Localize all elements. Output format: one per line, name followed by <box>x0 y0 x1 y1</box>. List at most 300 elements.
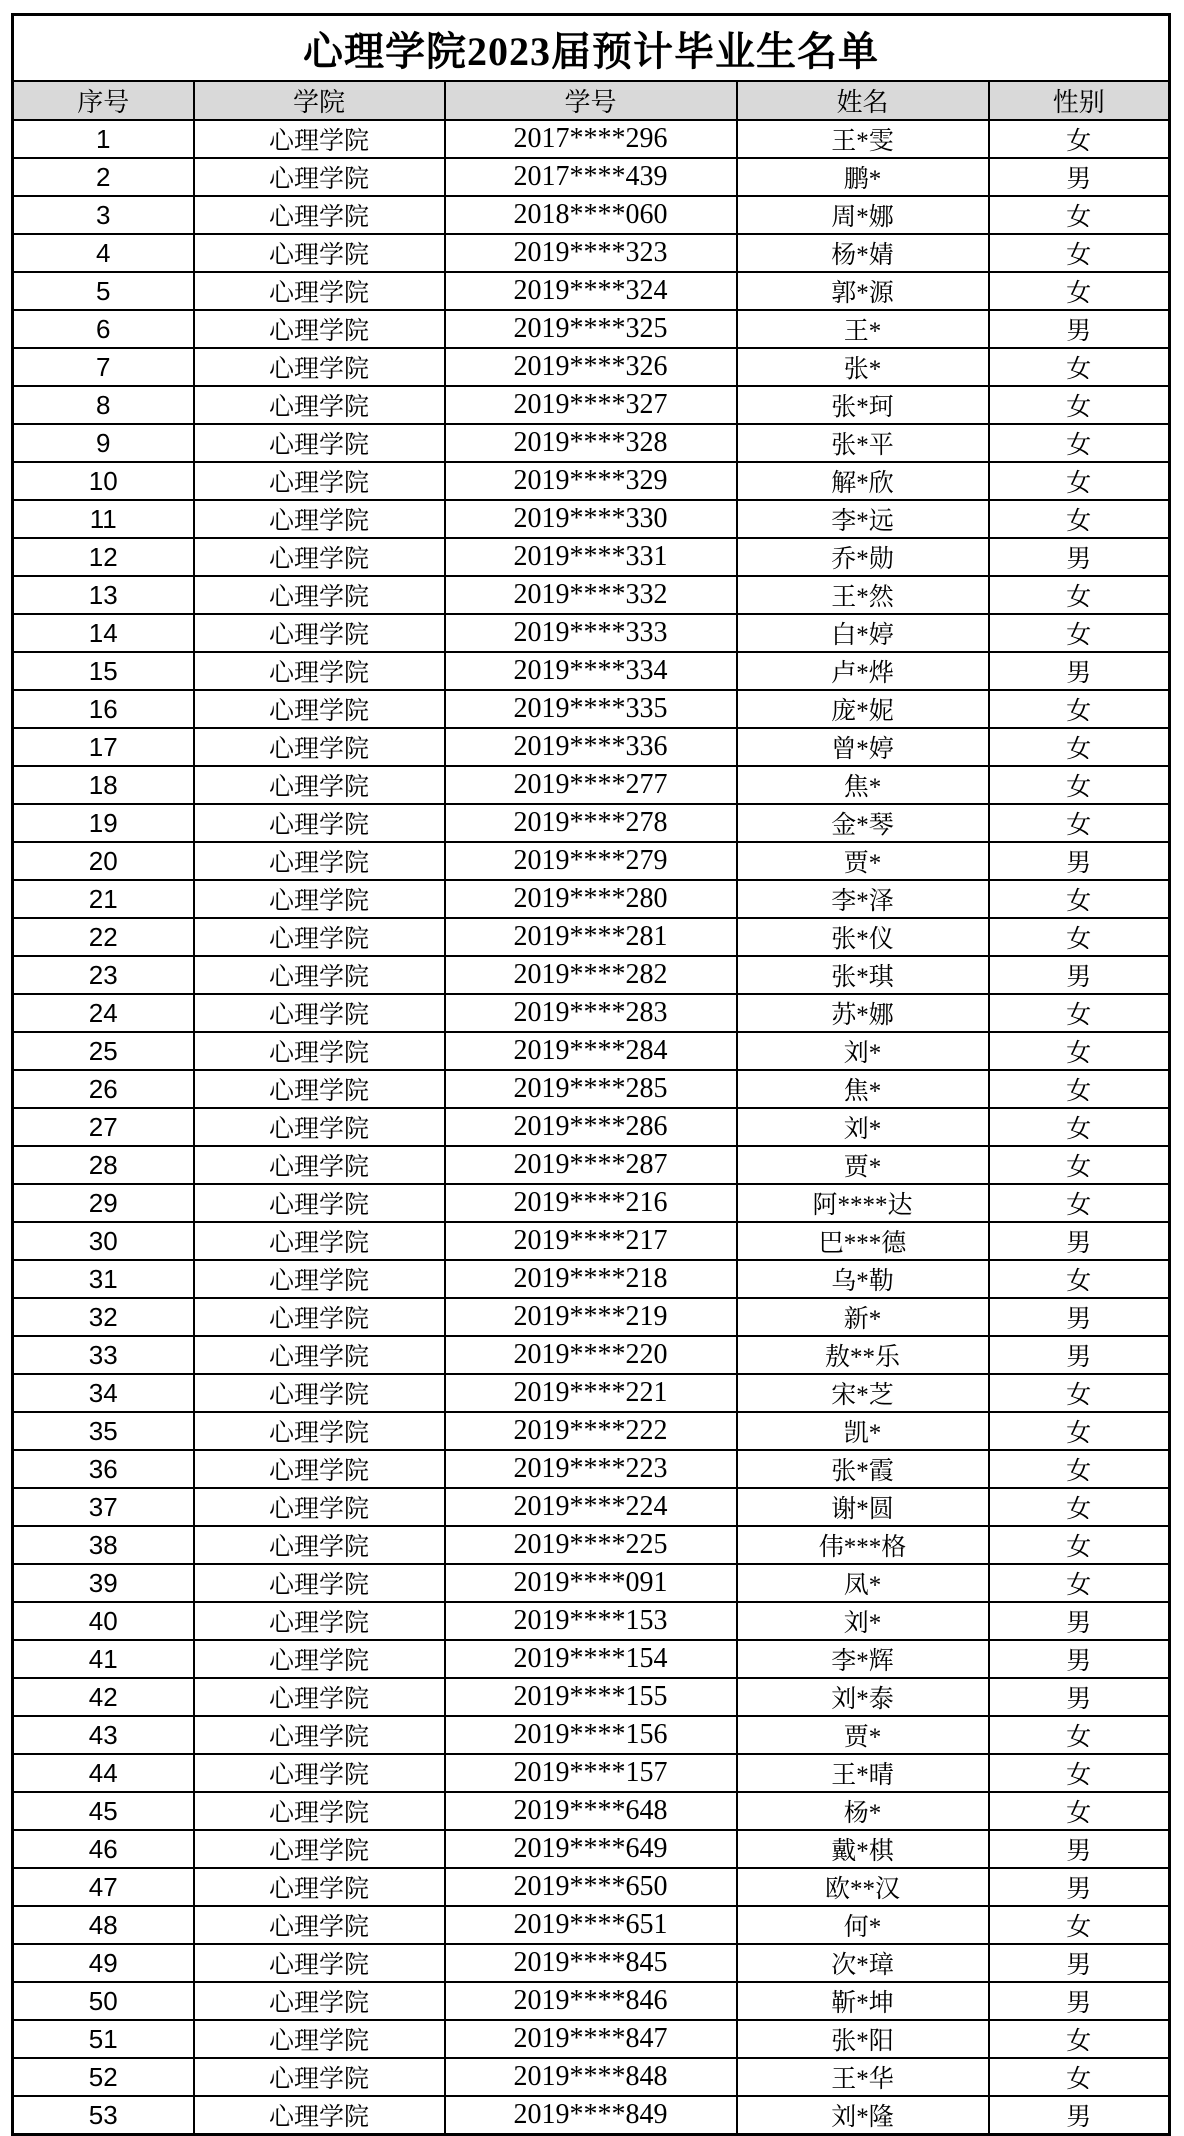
cell-student-id: 2019****224 <box>445 1488 737 1526</box>
cell-college: 心理学院 <box>194 462 445 500</box>
cell-index: 39 <box>13 1564 194 1602</box>
cell-name: 王* <box>737 310 989 348</box>
table-row <box>13 1032 1170 1070</box>
cell-gender: 女 <box>989 804 1170 842</box>
cell-name: 新* <box>737 1298 989 1336</box>
cell-name: 张*平 <box>737 424 989 462</box>
cell-student-id: 2019****331 <box>445 538 737 576</box>
cell-college: 心理学院 <box>194 1450 445 1488</box>
table-row <box>13 1982 1170 2020</box>
cell-index: 47 <box>13 1868 194 1906</box>
cell-college: 心理学院 <box>194 1830 445 1868</box>
cell-index: 4 <box>13 234 194 272</box>
cell-gender: 男 <box>989 842 1170 880</box>
table-row <box>13 2020 1170 2058</box>
table-row <box>13 386 1170 424</box>
cell-college: 心理学院 <box>194 918 445 956</box>
table-row <box>13 652 1170 690</box>
cell-name: 鹏* <box>737 158 989 196</box>
cell-student-id: 2019****091 <box>445 1564 737 1602</box>
table-row <box>13 994 1170 1032</box>
cell-college: 心理学院 <box>194 1108 445 1146</box>
cell-college: 心理学院 <box>194 1678 445 1716</box>
cell-name: 张*珂 <box>737 386 989 424</box>
cell-name: 王*雯 <box>737 120 989 158</box>
cell-name: 凤* <box>737 1564 989 1602</box>
table-row <box>13 1450 1170 1488</box>
cell-gender: 女 <box>989 424 1170 462</box>
cell-gender: 女 <box>989 1108 1170 1146</box>
column-header-index: 序号 <box>13 81 194 120</box>
cell-college: 心理学院 <box>194 500 445 538</box>
cell-gender: 男 <box>989 1944 1170 1982</box>
cell-college: 心理学院 <box>194 1640 445 1678</box>
cell-name: 王*然 <box>737 576 989 614</box>
cell-name: 乔*勋 <box>737 538 989 576</box>
cell-college: 心理学院 <box>194 1944 445 1982</box>
cell-college: 心理学院 <box>194 1906 445 1944</box>
cell-student-id: 2019****225 <box>445 1526 737 1564</box>
cell-college: 心理学院 <box>194 1070 445 1108</box>
cell-college: 心理学院 <box>194 1564 445 1602</box>
cell-gender: 女 <box>989 614 1170 652</box>
table-row <box>13 158 1170 196</box>
cell-name: 欧**汉 <box>737 1868 989 1906</box>
cell-index: 50 <box>13 1982 194 2020</box>
cell-college: 心理学院 <box>194 538 445 576</box>
cell-index: 12 <box>13 538 194 576</box>
cell-college: 心理学院 <box>194 386 445 424</box>
cell-college: 心理学院 <box>194 1412 445 1450</box>
cell-gender: 女 <box>989 918 1170 956</box>
cell-name: 李*辉 <box>737 1640 989 1678</box>
cell-college: 心理学院 <box>194 348 445 386</box>
cell-name: 苏*娜 <box>737 994 989 1032</box>
cell-name: 伟***格 <box>737 1526 989 1564</box>
table-row <box>13 1640 1170 1678</box>
cell-gender: 男 <box>989 1602 1170 1640</box>
cell-gender: 女 <box>989 386 1170 424</box>
cell-student-id: 2019****223 <box>445 1450 737 1488</box>
cell-name: 刘* <box>737 1032 989 1070</box>
cell-gender: 男 <box>989 1336 1170 1374</box>
cell-name: 庞*妮 <box>737 690 989 728</box>
cell-college: 心理学院 <box>194 1602 445 1640</box>
cell-college: 心理学院 <box>194 196 445 234</box>
cell-index: 24 <box>13 994 194 1032</box>
table-row <box>13 728 1170 766</box>
column-header-student-id: 学号 <box>445 81 737 120</box>
cell-college: 心理学院 <box>194 728 445 766</box>
cell-college: 心理学院 <box>194 1146 445 1184</box>
cell-college: 心理学院 <box>194 272 445 310</box>
cell-index: 7 <box>13 348 194 386</box>
cell-gender: 女 <box>989 690 1170 728</box>
cell-index: 25 <box>13 1032 194 1070</box>
cell-name: 周*娜 <box>737 196 989 234</box>
cell-gender: 女 <box>989 1716 1170 1754</box>
cell-index: 1 <box>13 120 194 158</box>
cell-college: 心理学院 <box>194 424 445 462</box>
cell-name: 金*琴 <box>737 804 989 842</box>
table-row <box>13 1830 1170 1868</box>
table-body <box>13 120 1170 2135</box>
table-row <box>13 1792 1170 1830</box>
cell-index: 20 <box>13 842 194 880</box>
table-row <box>13 842 1170 880</box>
cell-index: 15 <box>13 652 194 690</box>
table-row <box>13 500 1170 538</box>
table-row <box>13 1564 1170 1602</box>
cell-index: 40 <box>13 1602 194 1640</box>
cell-name: 刘* <box>737 1108 989 1146</box>
cell-gender: 女 <box>989 1906 1170 1944</box>
cell-college: 心理学院 <box>194 690 445 728</box>
cell-college: 心理学院 <box>194 310 445 348</box>
cell-index: 14 <box>13 614 194 652</box>
cell-student-id: 2019****282 <box>445 956 737 994</box>
cell-index: 45 <box>13 1792 194 1830</box>
cell-name: 贾* <box>737 1146 989 1184</box>
cell-student-id: 2019****153 <box>445 1602 737 1640</box>
table-row <box>13 2096 1170 2135</box>
cell-student-id: 2019****278 <box>445 804 737 842</box>
cell-college: 心理学院 <box>194 1260 445 1298</box>
cell-name: 靳*坤 <box>737 1982 989 2020</box>
cell-name: 戴*棋 <box>737 1830 989 1868</box>
cell-name: 凯* <box>737 1412 989 1450</box>
cell-index: 52 <box>13 2058 194 2096</box>
cell-student-id: 2019****332 <box>445 576 737 614</box>
table-row <box>13 196 1170 234</box>
cell-gender: 女 <box>989 1564 1170 1602</box>
table-row <box>13 614 1170 652</box>
cell-gender: 女 <box>989 196 1170 234</box>
cell-college: 心理学院 <box>194 804 445 842</box>
cell-college: 心理学院 <box>194 842 445 880</box>
table-row <box>13 1298 1170 1336</box>
cell-college: 心理学院 <box>194 1336 445 1374</box>
cell-name: 乌*勒 <box>737 1260 989 1298</box>
cell-name: 白*婷 <box>737 614 989 652</box>
cell-college: 心理学院 <box>194 652 445 690</box>
cell-index: 2 <box>13 158 194 196</box>
cell-student-id: 2019****156 <box>445 1716 737 1754</box>
cell-student-id: 2019****335 <box>445 690 737 728</box>
cell-gender: 女 <box>989 348 1170 386</box>
cell-name: 刘*隆 <box>737 2096 989 2135</box>
cell-college: 心理学院 <box>194 766 445 804</box>
table-row <box>13 1754 1170 1792</box>
cell-name: 谢*圆 <box>737 1488 989 1526</box>
cell-student-id: 2019****219 <box>445 1298 737 1336</box>
cell-gender: 女 <box>989 1488 1170 1526</box>
cell-index: 9 <box>13 424 194 462</box>
table-row <box>13 1184 1170 1222</box>
page-title: 心理学院2023届预计毕业生名单 <box>13 15 1170 82</box>
cell-name: 杨*婧 <box>737 234 989 272</box>
cell-name: 敖**乐 <box>737 1336 989 1374</box>
cell-gender: 女 <box>989 1526 1170 1564</box>
cell-college: 心理学院 <box>194 1526 445 1564</box>
cell-name: 解*欣 <box>737 462 989 500</box>
table-row <box>13 1488 1170 1526</box>
cell-name: 张*阳 <box>737 2020 989 2058</box>
cell-index: 13 <box>13 576 194 614</box>
cell-gender: 男 <box>989 1222 1170 1260</box>
table-row <box>13 1602 1170 1640</box>
cell-gender: 女 <box>989 1374 1170 1412</box>
cell-student-id: 2019****333 <box>445 614 737 652</box>
cell-name: 刘*泰 <box>737 1678 989 1716</box>
cell-gender: 女 <box>989 234 1170 272</box>
cell-student-id: 2019****280 <box>445 880 737 918</box>
cell-student-id: 2019****848 <box>445 2058 737 2096</box>
cell-gender: 男 <box>989 1868 1170 1906</box>
cell-college: 心理学院 <box>194 576 445 614</box>
cell-gender: 男 <box>989 2096 1170 2135</box>
cell-index: 33 <box>13 1336 194 1374</box>
cell-index: 8 <box>13 386 194 424</box>
cell-index: 30 <box>13 1222 194 1260</box>
cell-college: 心理学院 <box>194 1032 445 1070</box>
table-row <box>13 310 1170 348</box>
cell-student-id: 2019****157 <box>445 1754 737 1792</box>
cell-college: 心理学院 <box>194 1184 445 1222</box>
cell-index: 11 <box>13 500 194 538</box>
cell-student-id: 2019****279 <box>445 842 737 880</box>
cell-gender: 女 <box>989 994 1170 1032</box>
cell-name: 宋*芝 <box>737 1374 989 1412</box>
cell-gender: 男 <box>989 158 1170 196</box>
cell-index: 37 <box>13 1488 194 1526</box>
cell-index: 27 <box>13 1108 194 1146</box>
cell-student-id: 2019****283 <box>445 994 737 1032</box>
cell-index: 3 <box>13 196 194 234</box>
cell-index: 44 <box>13 1754 194 1792</box>
table-row <box>13 1108 1170 1146</box>
cell-index: 48 <box>13 1906 194 1944</box>
cell-gender: 女 <box>989 1146 1170 1184</box>
cell-index: 16 <box>13 690 194 728</box>
cell-index: 46 <box>13 1830 194 1868</box>
cell-index: 34 <box>13 1374 194 1412</box>
cell-index: 51 <box>13 2020 194 2058</box>
cell-index: 53 <box>13 2096 194 2135</box>
cell-college: 心理学院 <box>194 158 445 196</box>
cell-name: 张* <box>737 348 989 386</box>
cell-student-id: 2019****648 <box>445 1792 737 1830</box>
cell-student-id: 2019****336 <box>445 728 737 766</box>
cell-index: 10 <box>13 462 194 500</box>
cell-student-id: 2019****649 <box>445 1830 737 1868</box>
cell-college: 心理学院 <box>194 1982 445 2020</box>
cell-index: 29 <box>13 1184 194 1222</box>
table-row <box>13 272 1170 310</box>
cell-index: 5 <box>13 272 194 310</box>
cell-student-id: 2019****849 <box>445 2096 737 2135</box>
cell-gender: 男 <box>989 538 1170 576</box>
table-row <box>13 1336 1170 1374</box>
table-row <box>13 120 1170 158</box>
cell-college: 心理学院 <box>194 1792 445 1830</box>
cell-college: 心理学院 <box>194 2096 445 2135</box>
column-header-row <box>13 81 1170 120</box>
cell-student-id: 2017****296 <box>445 120 737 158</box>
cell-gender: 男 <box>989 652 1170 690</box>
table-row <box>13 918 1170 956</box>
cell-college: 心理学院 <box>194 1374 445 1412</box>
cell-name: 焦* <box>737 1070 989 1108</box>
cell-name: 阿****达 <box>737 1184 989 1222</box>
column-header-college: 学院 <box>194 81 445 120</box>
title-row <box>13 15 1170 82</box>
table-row <box>13 576 1170 614</box>
table-row <box>13 538 1170 576</box>
cell-name: 次*璋 <box>737 1944 989 1982</box>
cell-student-id: 2018****060 <box>445 196 737 234</box>
cell-gender: 女 <box>989 1754 1170 1792</box>
cell-name: 曾*婷 <box>737 728 989 766</box>
cell-student-id: 2019****281 <box>445 918 737 956</box>
cell-student-id: 2019****284 <box>445 1032 737 1070</box>
table-row <box>13 1906 1170 1944</box>
cell-student-id: 2019****328 <box>445 424 737 462</box>
cell-college: 心理学院 <box>194 1868 445 1906</box>
table-row <box>13 348 1170 386</box>
cell-index: 6 <box>13 310 194 348</box>
cell-college: 心理学院 <box>194 994 445 1032</box>
cell-gender: 女 <box>989 880 1170 918</box>
cell-gender: 女 <box>989 2058 1170 2096</box>
cell-student-id: 2019****327 <box>445 386 737 424</box>
table-row <box>13 2058 1170 2096</box>
cell-index: 21 <box>13 880 194 918</box>
table-row <box>13 1678 1170 1716</box>
cell-index: 35 <box>13 1412 194 1450</box>
graduate-list-sheet <box>11 13 1168 2136</box>
cell-student-id: 2019****334 <box>445 652 737 690</box>
cell-name: 卢*烨 <box>737 652 989 690</box>
cell-gender: 女 <box>989 1070 1170 1108</box>
cell-student-id: 2019****155 <box>445 1678 737 1716</box>
cell-student-id: 2019****285 <box>445 1070 737 1108</box>
cell-student-id: 2019****277 <box>445 766 737 804</box>
cell-gender: 女 <box>989 1260 1170 1298</box>
cell-index: 43 <box>13 1716 194 1754</box>
cell-college: 心理学院 <box>194 234 445 272</box>
cell-gender: 女 <box>989 120 1170 158</box>
cell-gender: 男 <box>989 1830 1170 1868</box>
cell-college: 心理学院 <box>194 1716 445 1754</box>
cell-index: 49 <box>13 1944 194 1982</box>
cell-student-id: 2019****847 <box>445 2020 737 2058</box>
cell-name: 张*琪 <box>737 956 989 994</box>
column-header-name: 姓名 <box>737 81 989 120</box>
table-row <box>13 1374 1170 1412</box>
cell-student-id: 2019****154 <box>445 1640 737 1678</box>
table-row <box>13 1412 1170 1450</box>
cell-gender: 女 <box>989 576 1170 614</box>
cell-gender: 男 <box>989 1982 1170 2020</box>
cell-index: 28 <box>13 1146 194 1184</box>
table-row <box>13 1070 1170 1108</box>
cell-index: 18 <box>13 766 194 804</box>
table-row <box>13 1716 1170 1754</box>
cell-gender: 女 <box>989 1450 1170 1488</box>
cell-gender: 女 <box>989 272 1170 310</box>
table-row <box>13 1526 1170 1564</box>
cell-gender: 男 <box>989 1640 1170 1678</box>
table-row <box>13 766 1170 804</box>
graduate-table <box>11 13 1171 2136</box>
cell-gender: 女 <box>989 1184 1170 1222</box>
cell-index: 26 <box>13 1070 194 1108</box>
cell-student-id: 2019****846 <box>445 1982 737 2020</box>
cell-student-id: 2019****287 <box>445 1146 737 1184</box>
cell-college: 心理学院 <box>194 1754 445 1792</box>
cell-name: 王*晴 <box>737 1754 989 1792</box>
cell-name: 李*远 <box>737 500 989 538</box>
cell-college: 心理学院 <box>194 1488 445 1526</box>
cell-college: 心理学院 <box>194 614 445 652</box>
cell-gender: 女 <box>989 2020 1170 2058</box>
cell-college: 心理学院 <box>194 2058 445 2096</box>
cell-gender: 女 <box>989 462 1170 500</box>
cell-name: 巴***德 <box>737 1222 989 1260</box>
table-row <box>13 690 1170 728</box>
cell-college: 心理学院 <box>194 2020 445 2058</box>
cell-index: 38 <box>13 1526 194 1564</box>
cell-college: 心理学院 <box>194 1222 445 1260</box>
cell-college: 心理学院 <box>194 120 445 158</box>
cell-gender: 女 <box>989 500 1170 538</box>
table-row <box>13 956 1170 994</box>
cell-index: 17 <box>13 728 194 766</box>
cell-student-id: 2019****330 <box>445 500 737 538</box>
cell-student-id: 2019****222 <box>445 1412 737 1450</box>
table-row <box>13 1146 1170 1184</box>
table-row <box>13 424 1170 462</box>
cell-name: 何* <box>737 1906 989 1944</box>
cell-student-id: 2019****218 <box>445 1260 737 1298</box>
table-row <box>13 1868 1170 1906</box>
cell-student-id: 2019****221 <box>445 1374 737 1412</box>
cell-student-id: 2019****286 <box>445 1108 737 1146</box>
cell-student-id: 2019****216 <box>445 1184 737 1222</box>
cell-student-id: 2019****326 <box>445 348 737 386</box>
cell-gender: 女 <box>989 766 1170 804</box>
cell-gender: 男 <box>989 956 1170 994</box>
cell-gender: 男 <box>989 1678 1170 1716</box>
table-row <box>13 1944 1170 1982</box>
cell-student-id: 2019****651 <box>445 1906 737 1944</box>
cell-name: 贾* <box>737 842 989 880</box>
cell-name: 张*霞 <box>737 1450 989 1488</box>
cell-gender: 女 <box>989 1792 1170 1830</box>
cell-index: 23 <box>13 956 194 994</box>
cell-index: 36 <box>13 1450 194 1488</box>
cell-index: 41 <box>13 1640 194 1678</box>
cell-name: 焦* <box>737 766 989 804</box>
cell-student-id: 2019****324 <box>445 272 737 310</box>
cell-student-id: 2019****220 <box>445 1336 737 1374</box>
cell-student-id: 2019****845 <box>445 1944 737 1982</box>
table-row <box>13 1222 1170 1260</box>
cell-student-id: 2019****217 <box>445 1222 737 1260</box>
cell-college: 心理学院 <box>194 956 445 994</box>
cell-student-id: 2017****439 <box>445 158 737 196</box>
